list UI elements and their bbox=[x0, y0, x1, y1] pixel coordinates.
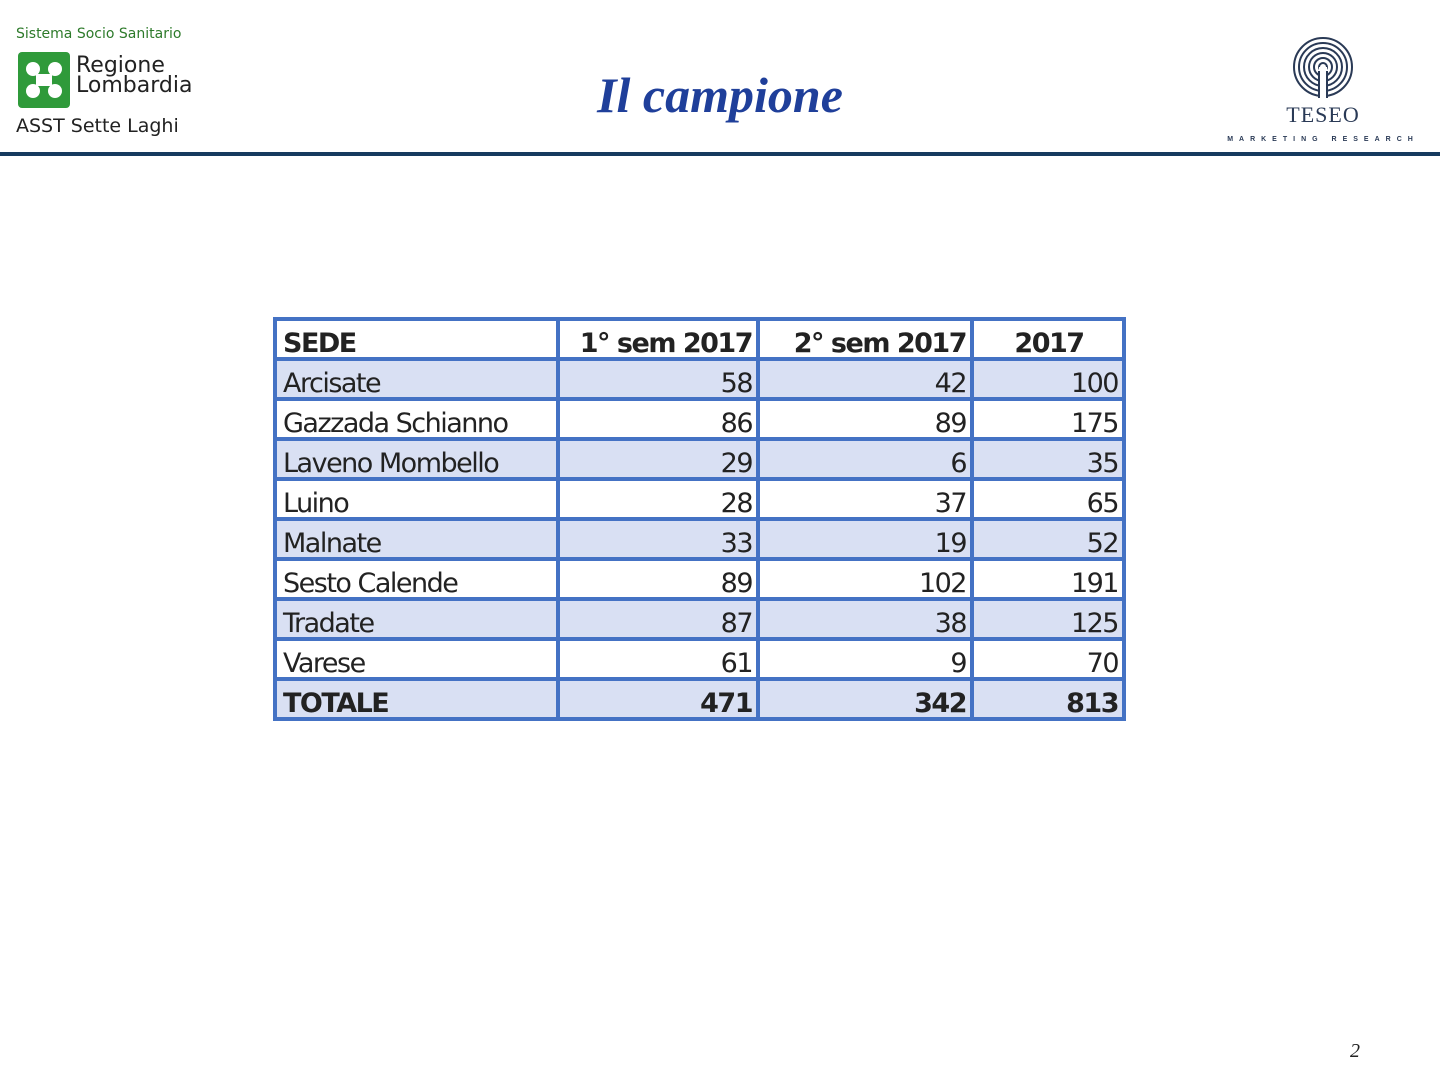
cell-year: 35 bbox=[972, 439, 1124, 479]
cell-total-label: TOTALE bbox=[275, 679, 558, 719]
cell-year: 70 bbox=[972, 639, 1124, 679]
cell-first-semester: 86 bbox=[558, 399, 758, 439]
table-row bbox=[275, 359, 1124, 399]
cell-sede: Laveno Mombello bbox=[275, 439, 558, 479]
cell-sede: Malnate bbox=[275, 519, 558, 559]
cell-sede: Varese bbox=[275, 639, 558, 679]
page-title: Il campione bbox=[597, 67, 843, 123]
table-row bbox=[275, 639, 1124, 679]
cell-first-semester: 29 bbox=[558, 439, 758, 479]
cell-sede: Tradate bbox=[275, 599, 558, 639]
teseo-logo-tagline: MARKETING RESEARCH bbox=[1227, 136, 1419, 143]
cell-first-semester: 58 bbox=[558, 359, 758, 399]
cell-first-semester: 28 bbox=[558, 479, 758, 519]
cell-year: 52 bbox=[972, 519, 1124, 559]
cell-year: 191 bbox=[972, 559, 1124, 599]
header-first-semester: 1° sem 2017 bbox=[558, 319, 758, 359]
cell-first-semester: 61 bbox=[558, 639, 758, 679]
header-sede: SEDE bbox=[275, 319, 558, 359]
logo-region-text: Regione Lombardia bbox=[76, 53, 193, 98]
cell-sede: Arcisate bbox=[275, 359, 558, 399]
cell-second-semester: 9 bbox=[758, 639, 972, 679]
logo-top-text: Sistema Socio Sanitario bbox=[16, 26, 182, 42]
cell-second-semester: 42 bbox=[758, 359, 972, 399]
cell-total-year: 813 bbox=[972, 679, 1124, 719]
cell-year: 175 bbox=[972, 399, 1124, 439]
cell-first-semester: 89 bbox=[558, 559, 758, 599]
cell-second-semester: 6 bbox=[758, 439, 972, 479]
table-row bbox=[275, 599, 1124, 639]
cell-year: 125 bbox=[972, 599, 1124, 639]
cell-second-semester: 102 bbox=[758, 559, 972, 599]
table-row bbox=[275, 559, 1124, 599]
cell-second-semester: 19 bbox=[758, 519, 972, 559]
logo-bottom-text: ASST Sette Laghi bbox=[16, 115, 179, 137]
table-row bbox=[275, 399, 1124, 439]
cell-sede: Sesto Calende bbox=[275, 559, 558, 599]
cell-sede: Luino bbox=[275, 479, 558, 519]
header-second-semester: 2° sem 2017 bbox=[758, 319, 972, 359]
cell-total-first-semester: 471 bbox=[558, 679, 758, 719]
cell-sede: Gazzada Schianno bbox=[275, 399, 558, 439]
table-row bbox=[275, 479, 1124, 519]
sample-table bbox=[273, 317, 1126, 721]
table-header-row bbox=[275, 319, 1124, 359]
cell-first-semester: 87 bbox=[558, 599, 758, 639]
cell-first-semester: 33 bbox=[558, 519, 758, 559]
cell-year: 100 bbox=[972, 359, 1124, 399]
table-row bbox=[275, 519, 1124, 559]
teseo-logo bbox=[1218, 36, 1428, 148]
cell-total-second-semester: 342 bbox=[758, 679, 972, 719]
cell-second-semester: 38 bbox=[758, 599, 972, 639]
cell-second-semester: 89 bbox=[758, 399, 972, 439]
cell-second-semester: 37 bbox=[758, 479, 972, 519]
page-number: 2 bbox=[1350, 1040, 1360, 1062]
table-total-row bbox=[275, 679, 1124, 719]
table-row bbox=[275, 439, 1124, 479]
cell-year: 65 bbox=[972, 479, 1124, 519]
header-year: 2017 bbox=[972, 319, 1124, 359]
header-divider bbox=[0, 152, 1440, 156]
teseo-logo-name: TESEO bbox=[1286, 102, 1360, 127]
labyrinth-icon bbox=[1292, 36, 1354, 98]
